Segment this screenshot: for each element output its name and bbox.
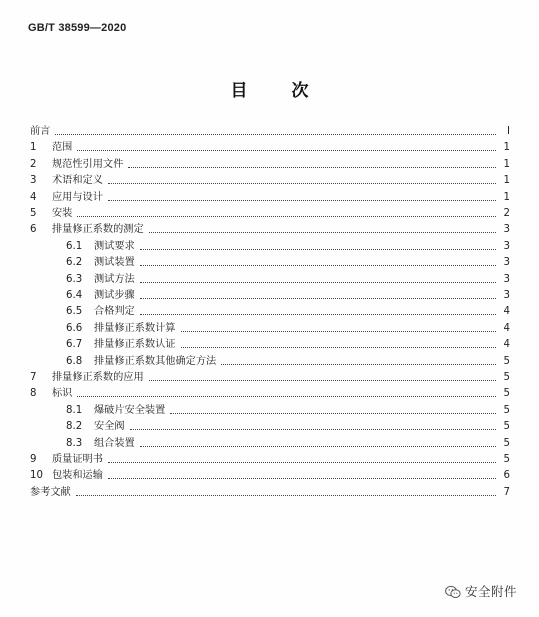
toc-entry [30,337,510,353]
toc-entry [30,190,510,206]
toc-entry [30,140,510,156]
toc-leader-dots [181,330,497,332]
toc-entry-page: 5 [503,388,510,400]
toc-entry-label: 参考文献 [30,486,71,498]
toc-entry-page: 5 [503,454,510,465]
title-char-mu: 目 [230,81,248,101]
toc-entry [30,452,510,468]
watermark-text: 安全附件 [465,584,518,599]
toc-entry [30,124,510,140]
toc-entry-page: 1 [503,158,510,170]
toc-entry-label: 排量修正系数其他确定方法 [94,355,217,367]
toc-leader-dots [108,182,496,184]
toc-title [0,76,539,101]
toc-entry [30,403,510,419]
toc-entry-number: 3 [30,175,37,187]
toc-leader-dots [221,363,496,365]
toc-entry-page: 4 [503,322,510,334]
toc-entry-number: 1 [30,142,37,154]
toc-entry-label: 排量修正系数的测定 [52,224,144,236]
toc-entry-number: 10 [30,470,43,482]
toc-leader-dots [149,379,496,381]
toc-entry-number: 6.1 [66,240,83,252]
toc-entry-number: 6.3 [66,273,83,285]
toc-entry-label: 排量修正系数认证 [94,339,176,351]
watermark [445,582,517,600]
toc-entry-label: 标识 [52,388,73,400]
toc-entry-number: 6 [30,224,37,236]
toc-entry-label: 爆破片安全装置 [94,404,166,416]
toc-entry [30,321,510,337]
toc-entry-page: Ⅰ [506,126,510,137]
toc-leader-dots [140,264,496,266]
toc-entry-number: 4 [30,191,37,203]
toc-entry [30,272,510,288]
toc-entry [30,222,510,238]
toc-entry-label: 质量证明书 [52,454,103,465]
toc-entry-page: 5 [503,372,510,383]
toc-entry-number: 6.7 [66,339,83,351]
toc-entry-number: 5 [30,208,37,219]
toc-leader-dots [108,477,496,479]
toc-entry-number: 6.8 [66,355,83,367]
toc-leader-dots [108,199,496,201]
toc-leader-dots [140,445,496,447]
toc-entry-label: 术语和定义 [52,175,103,187]
toc-entry [30,304,510,320]
toc-entry [30,239,510,255]
toc-entry-page: 5 [503,421,510,433]
toc-leader-dots [149,231,496,233]
toc-entry-page: 6 [503,470,510,482]
toc-entry-page: 5 [503,404,510,416]
toc-entry [30,485,510,501]
toc-entry-label: 安全阀 [94,421,125,433]
toc-entry-number: 8.3 [66,437,83,449]
toc-leader-dots [76,494,496,496]
toc-entry-label: 测试要求 [94,240,135,252]
toc-leader-dots [77,215,496,217]
toc-entry-number: 6.2 [66,257,83,269]
toc-entry [30,386,510,402]
toc-entry-number: 9 [30,454,37,465]
toc-entry-label: 规范性引用文件 [52,158,124,170]
toc-leader-dots [140,248,496,250]
toc-entry [30,370,510,386]
toc-leader-dots [140,297,496,299]
toc-entry-page: 3 [503,273,510,285]
toc-entry-label: 安装 [52,208,73,219]
toc-entry [30,468,510,484]
title-char-ci: 次 [291,81,309,101]
wechat-icon [445,584,461,598]
toc-entry-label: 排量修正系数的应用 [52,372,144,383]
toc-entry-page: 5 [503,437,510,449]
toc-leader-dots [130,428,496,430]
toc-entry-page: 1 [503,175,510,187]
toc-entry-number: 6.4 [66,290,83,301]
toc-leader-dots [77,149,496,151]
toc-entry [30,419,510,435]
toc-entry [30,173,510,189]
toc-leader-dots [108,461,496,463]
toc-leader-dots [140,281,496,283]
toc-entry [30,354,510,370]
toc-entry-number: 6.6 [66,322,83,334]
toc-entry-page: 2 [503,208,510,219]
toc-entry-number: 8.2 [66,421,83,433]
toc-entry-label: 应用与设计 [52,191,103,203]
toc-entry-number: 2 [30,158,37,170]
toc-entry-number: 7 [30,372,37,383]
toc-leader-dots [140,313,496,315]
toc-entry-number: 6.5 [66,306,83,318]
toc-entry-label: 组合装置 [94,437,135,449]
toc-entry-number: 8 [30,388,37,400]
toc-entry-page: 3 [503,290,510,301]
toc-entry-label: 包装和运输 [52,470,103,482]
toc-entry-page: 4 [503,306,510,318]
toc-entry-label: 测试装置 [94,257,135,269]
toc-entry-number: 8.1 [66,404,83,416]
toc-entry-label: 范围 [52,142,73,154]
toc-entry [30,436,510,452]
toc-entry-page: 7 [503,486,510,498]
toc-entry [30,288,510,304]
toc-entry-page: 1 [503,191,510,203]
toc-entry-label: 前言 [30,126,51,137]
toc-entry [30,157,510,173]
toc-entry [30,206,510,222]
standard-number: GB/T 38599—2020 [28,22,127,34]
toc-leader-dots [181,346,497,348]
toc-leader-dots [77,395,496,397]
toc-entry-page: 4 [503,339,510,351]
toc-entry-label: 测试步骤 [94,290,135,301]
toc-leader-dots [170,412,496,414]
toc-entry [30,255,510,271]
toc-entry-label: 排量修正系数计算 [94,322,176,334]
toc-entry-label: 测试方法 [94,273,135,285]
toc-entry-page: 3 [503,257,510,269]
toc-entry-page: 1 [503,142,510,154]
toc-entry-page: 3 [503,224,510,236]
toc-entry-label: 合格判定 [94,306,135,318]
toc-entry-page: 5 [503,355,510,367]
toc-leader-dots [128,166,496,168]
toc-leader-dots [55,133,496,135]
toc-entry-page: 3 [503,240,510,252]
